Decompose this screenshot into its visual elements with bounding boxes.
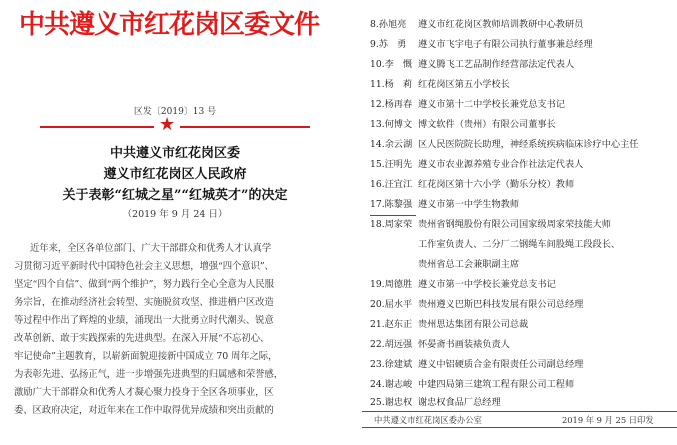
honoree-title: 怀晏斋书画装裱负责人 [418, 339, 510, 350]
honoree-title: 红花岗区第五小学校长 [418, 79, 510, 90]
honoree-title: 工作室负责人、二分厂二钢绳车间股绳工段段长、 [418, 239, 621, 250]
honoree-name: 21.赵东正 [370, 319, 413, 330]
honoree-title: 中建四局第三建筑工程有限公司工程师 [418, 379, 575, 390]
right-page [362, 0, 677, 445]
decision-date: （2019 年 9 月 24 日） [122, 209, 228, 220]
honoree-title: 遵义市农业源养殖专业合作社法定代表人 [418, 159, 584, 170]
body-line: 等过程中作出了辉煌的业绩，涌现出一大批勇立时代潮头、锐意 [14, 315, 274, 326]
honoree-title: 贵州省总工会兼职副主席 [418, 259, 520, 270]
honoree-name: 22.胡远强 [370, 339, 413, 350]
body-line: 委、区政府决定，对近年来在工作中取得优异成绩和突出贡献的 [14, 405, 274, 416]
honoree-title: 遵义市第一中学生物教师 [418, 199, 520, 210]
honoree-name: 20.屈水平 [370, 299, 413, 310]
honoree-title: 贵州省钢绳股份有限公司国家级周家荣技能大师 [418, 219, 611, 230]
body-line: 改革创新、敢于实践探索的先进典型。在深入开展“不忘初心、 [14, 333, 270, 344]
honoree-title: 贵州遵义巴斯巴科技发展有限公司总经理 [418, 299, 584, 310]
red-rule-right [180, 126, 310, 128]
honoree-name: 16.汪宜江 [370, 179, 413, 190]
honoree-name: 12.杨再春 [370, 99, 413, 110]
honoree-name: 19.周德胜 [370, 279, 413, 290]
honoree-title: 谢忠权食品厂总经理 [418, 397, 501, 408]
body-line: 务宗旨，在推动经济社会转型、实施脱贫攻坚、推进栖户区改造 [14, 297, 274, 308]
honoree-title: 遵义市飞宇电子有限公司执行董事兼总经理 [418, 39, 593, 50]
honoree-title: 遵义市第一中学校长兼党总支书记 [418, 279, 556, 290]
red-rule-left [40, 126, 154, 128]
red-header: 中共遵义市红花岗区委文件 [18, 10, 319, 40]
honoree-title: 区人民医院院长助理，神经系统疾病临床诊疗中心主任 [418, 139, 639, 150]
footer-print-date: 2019 年 9 月 25 日印发 [562, 415, 654, 425]
highlight-underline [370, 215, 416, 216]
body-line: 习贯彻习近平新时代中国特色社会主义思想，增强“四个意识”、 [14, 261, 274, 272]
honoree-title: 博文软件（贵州）有限公司董事长 [418, 119, 556, 130]
title-line-3: 关于表彰“红城之星”“红城英才”的决定 [62, 188, 288, 203]
document-number: 区发〔2019〕13 号 [133, 107, 217, 117]
honoree-title: 遵义腾飞工艺品制作经营部法定代表人 [418, 59, 575, 70]
honoree-title: 遵义中铝硬质合金有限责任公司副总经理 [418, 359, 584, 370]
honoree-name: 13.何博文 [370, 119, 413, 130]
footer-issuer: 中共遵义市红花岗区委办公室 [374, 415, 482, 425]
honoree-name: 24.谢志峻 [370, 379, 413, 390]
footer-rule-bottom [362, 427, 677, 428]
body-line: 牢记使命”主题教育，以崭新面貌迎接新中国成立 70 周年之际， [14, 351, 278, 362]
body-line: 坚定“四个自信”、做到“两个维护”，努力践行全心全意为人民服 [14, 279, 274, 290]
honoree-name: 18.周家荣 [370, 219, 413, 230]
honoree-name: 10.李 慨 [370, 59, 413, 70]
honoree-name: 11.杨 莉 [370, 79, 413, 90]
title-line-2: 遵义市红花岗区人民政府 [103, 167, 247, 182]
honoree-name: 14.余云湖 [370, 139, 413, 150]
body-line: 激励广大干部群众和优秀人才凝心聚力投身于全区各项事业，区 [14, 387, 274, 398]
footer-rule-top [362, 411, 677, 412]
red-star-icon: ★ [159, 114, 176, 135]
body-line: 近年来，全区各单位部门、广大干部群众和优秀人才认真学 [30, 243, 272, 254]
honoree-name: 9.苏 勇 [370, 39, 407, 50]
honoree-name: 25.谢忠权 [370, 397, 413, 408]
honoree-name: 15.汪明先 [370, 159, 413, 170]
honoree-name: 8.孙旭亮 [370, 19, 407, 30]
body-line: 为表彰先进、弘扬正气，进一步增强先进典型的归属感和荣誉感， [14, 369, 283, 380]
honoree-title: 遵义市红花岗区教师培训教研中心教研员 [418, 19, 584, 30]
honoree-name: 17.陈黎强 [370, 199, 413, 210]
honoree-title: 红花岗区第十六小学（勤乐分校）教师 [418, 179, 575, 190]
honoree-title: 贵州思达集团有限公司总裁 [418, 319, 529, 330]
honoree-title: 遵义市第十二中学校长兼党总支书记 [418, 99, 565, 110]
honoree-name: 23.徐建斌 [370, 359, 413, 370]
title-line-1: 中共遵义市红花岗区委 [109, 146, 240, 161]
